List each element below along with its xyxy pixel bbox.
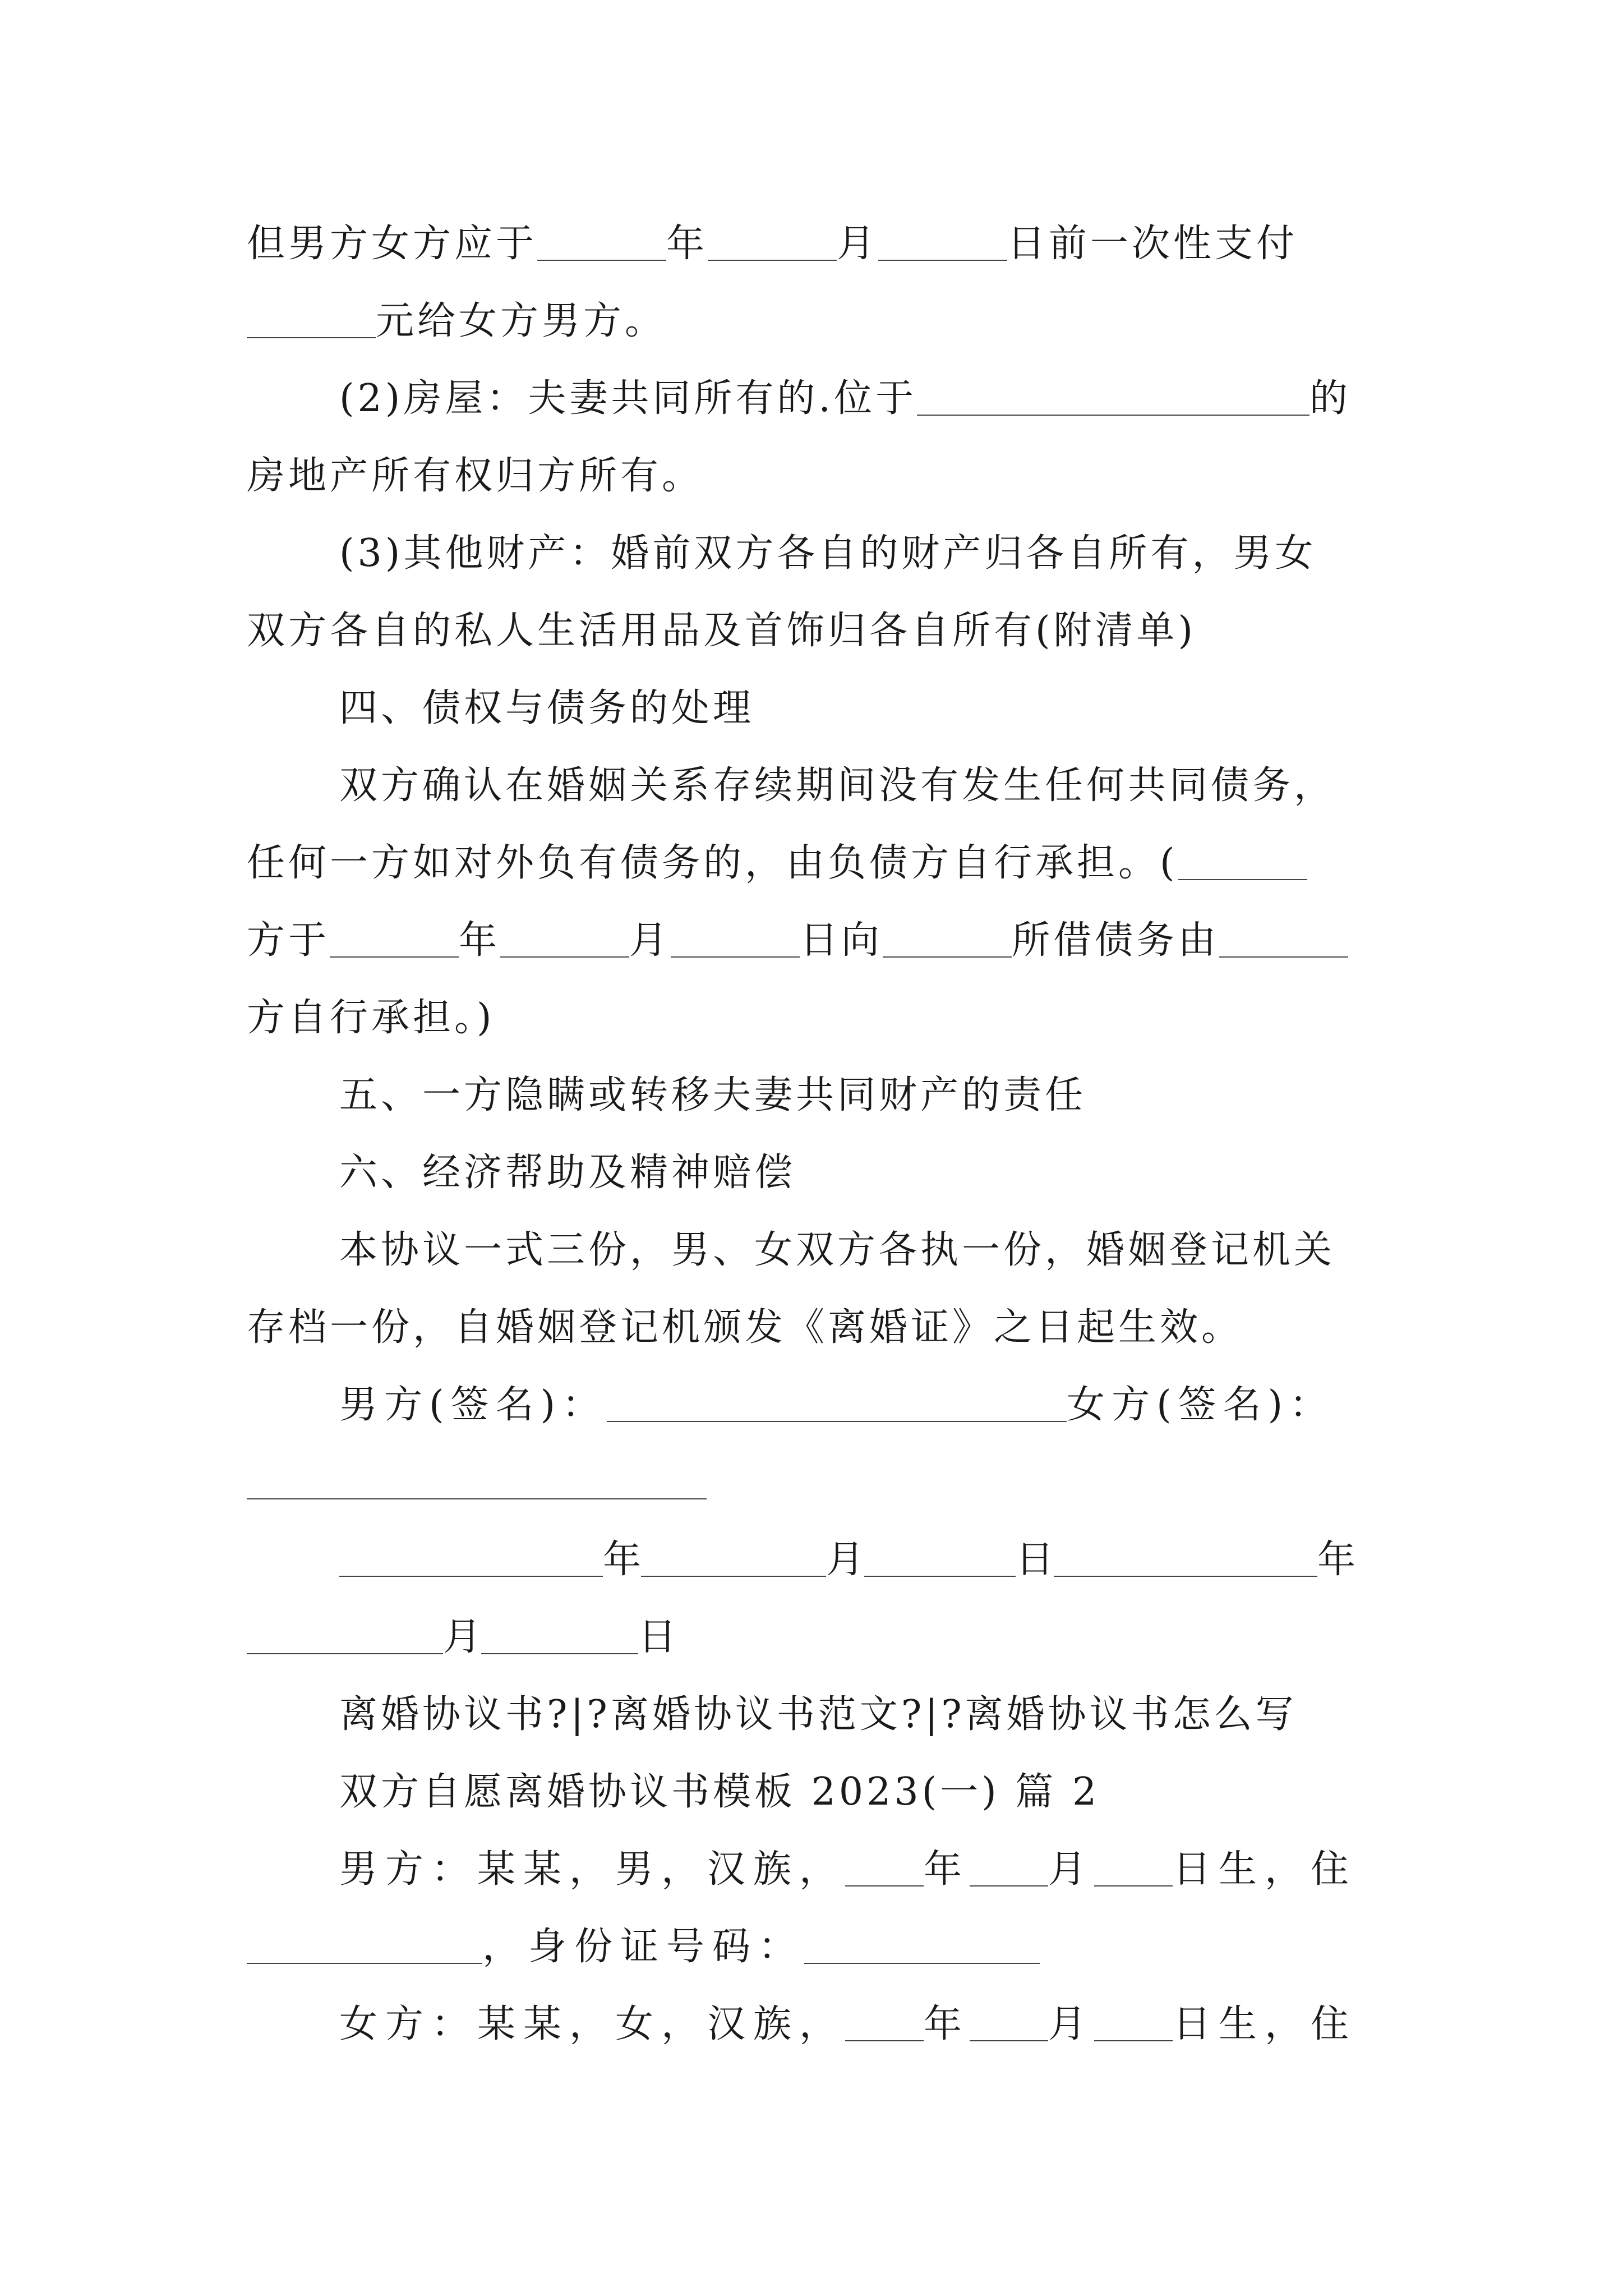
- text-line: 元给女方男方。: [247, 291, 1391, 352]
- signature-line: 男方(签名)： 女方(签名)：: [339, 1383, 1335, 1427]
- text-line: 本协议一式三份，男、女双方各执一份，婚姻登记机关: [339, 1228, 1336, 1272]
- blank-amount: [247, 301, 376, 339]
- blank-year: [845, 1849, 924, 1887]
- blank-year: [1054, 1540, 1317, 1577]
- text-line: 房地产所有权归方所有。: [247, 454, 704, 498]
- text-line: 双方确认在婚姻关系存续期间没有发生任何共同债务，: [339, 763, 1336, 808]
- section-heading: 六、经济帮助及精神赔偿: [339, 1151, 796, 1195]
- party-female-line: 女方：某某，女，汉族， 年 月 日生，住: [339, 2002, 1357, 2046]
- blank-day: [864, 1540, 1016, 1577]
- text-line: 方自行承担。): [247, 996, 495, 1040]
- text-line: 方于 年 月 日向 所借债务由: [247, 910, 1391, 972]
- date-line: 年 月 日 年: [339, 1529, 1391, 1591]
- party-male-line: 男方：某某，男，汉族， 年 月 日生，住: [339, 1847, 1357, 1892]
- blank-month: [708, 224, 837, 261]
- blank-day: [1094, 1849, 1173, 1887]
- blank-year: [330, 921, 459, 958]
- document-title: 双方自愿离婚协议书模板 2023(一) 篇 2: [339, 1770, 1100, 1814]
- blank-year: [339, 1540, 603, 1577]
- blank-day: [1094, 2004, 1173, 2042]
- blank-male-signature: [607, 1385, 1067, 1423]
- blank-year: [845, 2004, 924, 2042]
- blank-day: [671, 921, 800, 958]
- blank-id-number: [804, 1927, 1040, 1964]
- blank-day: [878, 224, 1007, 261]
- blank-month: [641, 1540, 826, 1577]
- blank-address: [247, 1927, 482, 1964]
- text-line: 双方各自的私人生活用品及首饰归各自所有(附清单): [247, 609, 1197, 653]
- blank-creditor: [883, 921, 1012, 958]
- text-line: 任何一方如对外负有债务的，由负债方自行承担。(: [247, 832, 1391, 894]
- text-line: 存档一份，自婚姻登记机颁发《离婚证》之日起生效。: [247, 1305, 1243, 1350]
- text-line: 但男方女方应于 年 月 日前一次性支付: [247, 222, 1298, 266]
- text-line: (3)其他财产：婚前双方各自的财产归各自所有，男女: [339, 531, 1317, 576]
- blank-day: [481, 1617, 638, 1655]
- signature-continuation: [247, 1452, 1391, 1513]
- blank-party: [1178, 843, 1307, 881]
- section-heading: 四、债权与债务的处理: [339, 686, 755, 730]
- date-line: 月 日: [247, 1607, 1391, 1668]
- blank-month: [970, 1849, 1048, 1887]
- blank-party: [1219, 921, 1348, 958]
- blank-address: [917, 379, 1310, 416]
- blank-female-signature: [247, 1462, 707, 1500]
- blank-month: [500, 921, 629, 958]
- blank-year: [537, 224, 666, 261]
- blank-month: [970, 2004, 1048, 2042]
- party-male-id-line: ，身份证号码：: [247, 1916, 1391, 1978]
- related-links-line: 离婚协议书?|?离婚协议书范文?|?离婚协议书怎么写: [339, 1692, 1297, 1737]
- blank-month: [247, 1617, 443, 1655]
- section-heading: 五、一方隐瞒或转移夫妻共同财产的责任: [339, 1073, 1087, 1117]
- text-line: (2)房屋：夫妻共同所有的.位于 的: [339, 376, 1351, 421]
